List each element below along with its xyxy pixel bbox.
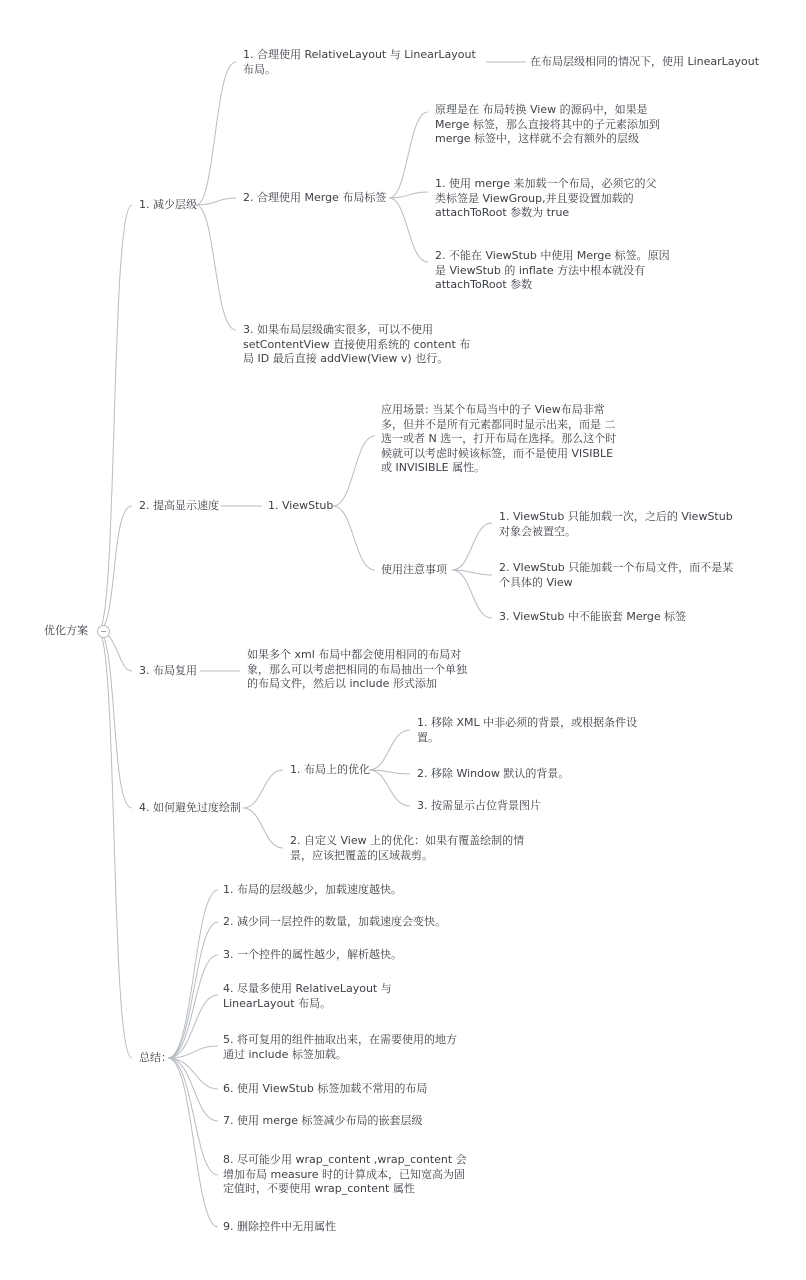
summary-item-9: 9. 删除控件中无用属性 [223, 1220, 336, 1233]
node-merge: 2. 合理使用 Merge 布局标签 [243, 191, 387, 204]
summary-item-2: 2. 减少同一层控件的数量，加载速度会变快。 [223, 915, 446, 928]
node-reduce-levels: 1. 减少层级 [139, 198, 197, 211]
node-viewstub-note-2: 2. VIewStub 只能加载一个布局文件，而不是某个具体的 View [499, 561, 734, 589]
summary-item-3: 3. 一个控件的属性越少，解析越快。 [223, 948, 402, 961]
node-viewstub-note-1: 1. ViewStub 只能加载一次，之后的 ViewStub 对象会被置空。 [499, 510, 733, 538]
node-overdraw-custom-view: 2. 自定义 View 上的优化：如果有覆盖绘制的情景，应该把覆盖的区域裁剪。 [290, 834, 525, 862]
node-overdraw-layout: 1. 布局上的优化 [290, 763, 370, 776]
summary-item-6: 6. 使用 ViewStub 标签加载不常用的布局 [223, 1082, 428, 1095]
node-content-addview: 3. 如果布局层级确实很多，可以不使用 setContentView 直接使用系统的 content 布局 ID 最后直接 addView(View v) 也行。 [243, 323, 471, 365]
node-merge-note-1: 原理是在 布局转换 View 的源码中，如果是 Merge 标签，那么直接将其中的子元素添加到 merge 标签中，这样就不会有额外的层级 [435, 103, 660, 145]
summary-item-8: 8. 尽可能少用 wrap_content ,wrap_content 会增加布局 measure 时的计算成本，已知宽高为固定值时，不要使用 wrap_content 属性 [223, 1153, 467, 1195]
node-merge-note-2: 1. 使用 merge 来加载一个布局，必须它的父类标签是 ViewGroup,并且要设置加载的 attachToRoot 参数为 true [435, 177, 657, 219]
node-relative-linear: 1. 合理使用 RelativeLayout 与 LinearLayout 布局。 [243, 48, 476, 76]
node-viewstub-note-3: 3. ViewStub 中不能嵌套 Merge 标签 [499, 610, 687, 623]
summary-item-4: 4. 尽量多使用 RelativeLayout 与 LinearLayout 布局。 [223, 982, 392, 1010]
node-layout-reuse: 3. 布局复用 [139, 664, 197, 677]
summary-item-5: 5. 将可复用的组件抽取出来，在需要使用的地方通过 include 标签加载。 [223, 1033, 457, 1061]
summary-item-7: 7. 使用 merge 标签减少布局的嵌套层级 [223, 1114, 423, 1127]
root-node: 优化方案 [44, 624, 88, 637]
node-overdraw-item-1: 1. 移除 XML 中非必须的背景，或根据条件设置。 [417, 716, 638, 744]
node-layout-reuse-note: 如果多个 xml 布局中都会使用相同的布局对象，那么可以考虑把相同的布局抽出一个单独的布局文件，然后以 include 形式添加 [247, 648, 467, 690]
collapse-toggle-icon[interactable] [97, 625, 110, 638]
node-summary: 总结： [139, 1051, 172, 1064]
node-relative-linear-note: 在布局层级相同的情况下，使用 LinearLayout [530, 55, 760, 68]
node-viewstub-notes: 使用注意事项 [381, 563, 447, 576]
node-overdraw-item-2: 2. 移除 Window 默认的背景。 [417, 767, 570, 780]
node-viewstub-scene: 应用场景: 当某个布局当中的子 View布局非常多，但并不是所有元素都同时显示出来，而是 二选一或者 N 选一，打开布局在选择。那么这个时候就可以考虑时候该标签，而不是使用 VISIBLE 或 INVISIBLE 属性。 [381, 403, 617, 474]
node-merge-note-3: 2. 不能在 ViewStub 中使用 Merge 标签。原因是 ViewStub 的 inflate 方法中根本就没有 attachToRoot 参数 [435, 249, 670, 291]
node-overdraw: 4. 如何避免过度绘制 [139, 801, 241, 814]
node-display-speed: 2. 提高显示速度 [139, 499, 219, 512]
node-viewstub: 1. ViewStub [268, 499, 334, 512]
summary-item-1: 1. 布局的层级越少，加载速度越快。 [223, 883, 402, 896]
node-overdraw-item-3: 3. 按需显示占位背景图片 [417, 799, 541, 812]
